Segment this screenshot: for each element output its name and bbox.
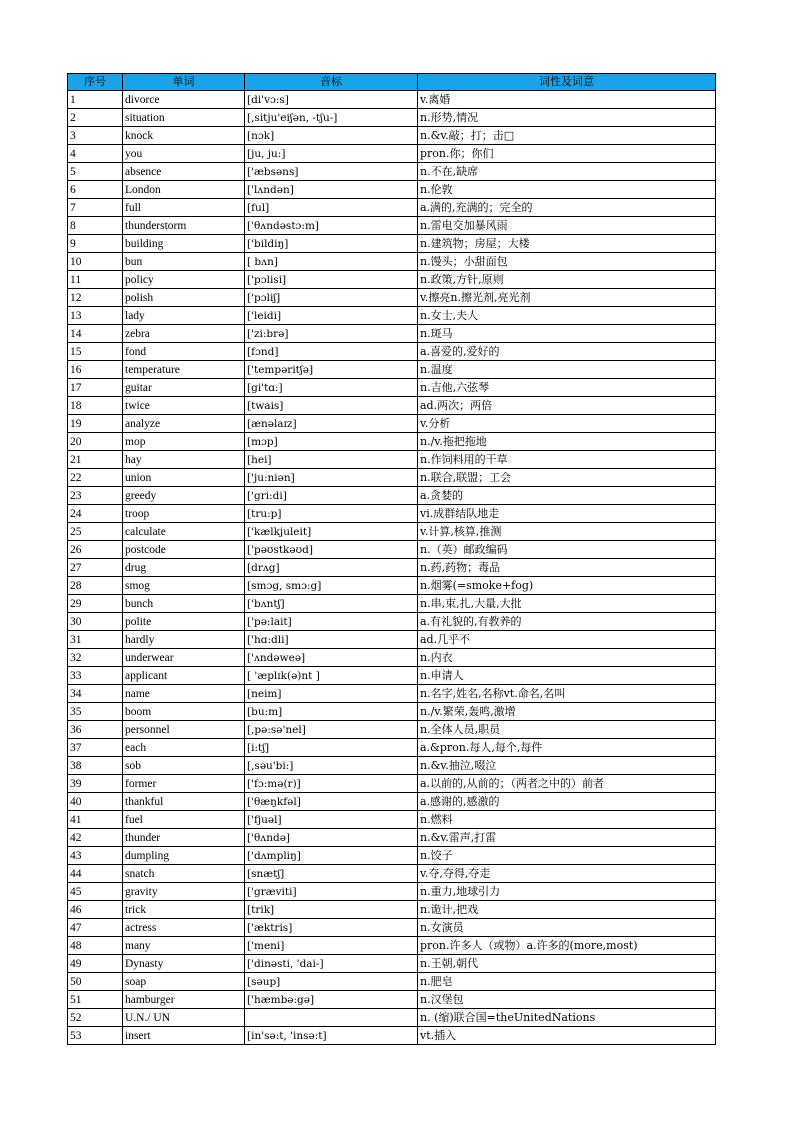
number-cell: 14 bbox=[68, 325, 123, 343]
table-row bbox=[68, 937, 716, 955]
number-cell: 19 bbox=[68, 415, 123, 433]
word-cell: thunder bbox=[123, 829, 245, 847]
phonetic-cell: [ænəlaɪz] bbox=[245, 415, 418, 433]
word-cell: fuel bbox=[123, 811, 245, 829]
word-cell: bunch bbox=[123, 595, 245, 613]
phonetic-cell: ['zi:brə] bbox=[245, 325, 418, 343]
number-cell: 4 bbox=[68, 145, 123, 163]
phonetic-cell: [in'sə:t, 'insə:t] bbox=[245, 1027, 418, 1045]
phonetic-cell: [drʌg] bbox=[245, 559, 418, 577]
table-row bbox=[68, 973, 716, 991]
word-cell: situation bbox=[123, 109, 245, 127]
word-cell: name bbox=[123, 685, 245, 703]
definition-cell: n.诡计,把戏 bbox=[418, 901, 716, 919]
table-row bbox=[68, 793, 716, 811]
phonetic-cell: [twais] bbox=[245, 397, 418, 415]
table-row bbox=[68, 199, 716, 217]
word-cell: London bbox=[123, 181, 245, 199]
number-cell: 51 bbox=[68, 991, 123, 1009]
table-row bbox=[68, 325, 716, 343]
definition-cell: n.名字,姓名,名称vt.命名,名叫 bbox=[418, 685, 716, 703]
word-cell: U.N./ UN bbox=[123, 1009, 245, 1027]
word-cell: Dynasty bbox=[123, 955, 245, 973]
word-cell: insert bbox=[123, 1027, 245, 1045]
number-cell: 46 bbox=[68, 901, 123, 919]
definition-cell: n.全体人员,职员 bbox=[418, 721, 716, 739]
phonetic-cell: [bu:m] bbox=[245, 703, 418, 721]
number-cell: 16 bbox=[68, 361, 123, 379]
definition-cell: n.王朝,朝代 bbox=[418, 955, 716, 973]
word-cell: underwear bbox=[123, 649, 245, 667]
word-cell: snatch bbox=[123, 865, 245, 883]
word-cell: polite bbox=[123, 613, 245, 631]
definition-cell: n.汉堡包 bbox=[418, 991, 716, 1009]
table-row bbox=[68, 181, 716, 199]
table-row bbox=[68, 685, 716, 703]
phonetic-cell: ['hɑ:dli] bbox=[245, 631, 418, 649]
table-header bbox=[68, 74, 716, 91]
table-row bbox=[68, 487, 716, 505]
table-row bbox=[68, 109, 716, 127]
number-cell: 12 bbox=[68, 289, 123, 307]
table-row bbox=[68, 91, 716, 109]
number-cell: 1 bbox=[68, 91, 123, 109]
word-cell: dumpling bbox=[123, 847, 245, 865]
table-row bbox=[68, 145, 716, 163]
table-row bbox=[68, 217, 716, 235]
word-cell: bun bbox=[123, 253, 245, 271]
phonetic-cell: [mɔp] bbox=[245, 433, 418, 451]
phonetic-cell: ['hæmbə:gə] bbox=[245, 991, 418, 1009]
definition-cell: ad.两次；两倍 bbox=[418, 397, 716, 415]
number-cell: 26 bbox=[68, 541, 123, 559]
number-cell: 9 bbox=[68, 235, 123, 253]
phonetic-cell: ['gri:di] bbox=[245, 487, 418, 505]
definition-cell: n.联合,联盟；工会 bbox=[418, 469, 716, 487]
definition-cell: n.饺子 bbox=[418, 847, 716, 865]
definition-cell: pron.许多人（或物）a.许多的(more,most) bbox=[418, 937, 716, 955]
definition-cell: n.馒头；小甜面包 bbox=[418, 253, 716, 271]
table-row bbox=[68, 631, 716, 649]
phonetic-cell: ['pəʊstkəʊd] bbox=[245, 541, 418, 559]
phonetic-cell: ['kælkjuleit] bbox=[245, 523, 418, 541]
definition-cell: v.夺,夺得,夺走 bbox=[418, 865, 716, 883]
table-row bbox=[68, 559, 716, 577]
definition-cell: n.不在,缺席 bbox=[418, 163, 716, 181]
definition-cell: n.烟雾(=smoke+fog) bbox=[418, 577, 716, 595]
phonetic-cell: [trik] bbox=[245, 901, 418, 919]
number-cell: 13 bbox=[68, 307, 123, 325]
phonetic-cell: ['θæŋkfəl] bbox=[245, 793, 418, 811]
definition-cell: n.申请人 bbox=[418, 667, 716, 685]
phonetic-cell: ['meni] bbox=[245, 937, 418, 955]
number-cell: 41 bbox=[68, 811, 123, 829]
word-cell: sob bbox=[123, 757, 245, 775]
table-row bbox=[68, 757, 716, 775]
word-cell: policy bbox=[123, 271, 245, 289]
table-row bbox=[68, 523, 716, 541]
word-cell: divorce bbox=[123, 91, 245, 109]
phonetic-cell: [,sitju'eiʃən, -tʃu-] bbox=[245, 109, 418, 127]
phonetic-cell: [smɔg, smɔ:g] bbox=[245, 577, 418, 595]
number-cell: 3 bbox=[68, 127, 123, 145]
number-cell: 15 bbox=[68, 343, 123, 361]
table-row bbox=[68, 847, 716, 865]
word-cell: analyze bbox=[123, 415, 245, 433]
table-row bbox=[68, 991, 716, 1009]
definition-cell: n.&v.抽泣,啜泣 bbox=[418, 757, 716, 775]
phonetic-cell: ['bʌntʃ] bbox=[245, 595, 418, 613]
table-row bbox=[68, 451, 716, 469]
word-cell: many bbox=[123, 937, 245, 955]
vocabulary-table bbox=[67, 73, 716, 1045]
phonetic-cell: ['lʌndən] bbox=[245, 181, 418, 199]
word-cell: soap bbox=[123, 973, 245, 991]
table-row bbox=[68, 433, 716, 451]
definition-cell: n.（英）邮政编码 bbox=[418, 541, 716, 559]
phonetic-cell: ['dinəsti, 'dai-] bbox=[245, 955, 418, 973]
table-row bbox=[68, 127, 716, 145]
phonetic-cell bbox=[245, 1009, 418, 1027]
definition-cell: a.感谢的,感激的 bbox=[418, 793, 716, 811]
phonetic-cell: ['θʌndəstɔ:m] bbox=[245, 217, 418, 235]
header-word: 单词 bbox=[123, 74, 245, 91]
phonetic-cell: [snætʃ] bbox=[245, 865, 418, 883]
definition-cell: a.喜爱的,爱好的 bbox=[418, 343, 716, 361]
definition-cell: a.&pron.每人,每个,每件 bbox=[418, 739, 716, 757]
definition-cell: n.斑马 bbox=[418, 325, 716, 343]
number-cell: 37 bbox=[68, 739, 123, 757]
table-row bbox=[68, 253, 716, 271]
number-cell: 43 bbox=[68, 847, 123, 865]
table-row bbox=[68, 829, 716, 847]
definition-cell: v.计算,核算,推测 bbox=[418, 523, 716, 541]
table-row bbox=[68, 379, 716, 397]
word-cell: drug bbox=[123, 559, 245, 577]
number-cell: 7 bbox=[68, 199, 123, 217]
number-cell: 29 bbox=[68, 595, 123, 613]
number-cell: 17 bbox=[68, 379, 123, 397]
word-cell: twice bbox=[123, 397, 245, 415]
definition-cell: n.肥皂 bbox=[418, 973, 716, 991]
header-number: 序号 bbox=[68, 74, 123, 91]
table-row bbox=[68, 865, 716, 883]
number-cell: 40 bbox=[68, 793, 123, 811]
number-cell: 21 bbox=[68, 451, 123, 469]
word-cell: personnel bbox=[123, 721, 245, 739]
phonetic-cell: ['fɔ:mə(r)] bbox=[245, 775, 418, 793]
phonetic-cell: ['ʌndəweə] bbox=[245, 649, 418, 667]
definition-cell: n.吉他,六弦琴 bbox=[418, 379, 716, 397]
number-cell: 35 bbox=[68, 703, 123, 721]
word-cell: boom bbox=[123, 703, 245, 721]
word-cell: knock bbox=[123, 127, 245, 145]
word-cell: fond bbox=[123, 343, 245, 361]
table-row bbox=[68, 613, 716, 631]
word-cell: actress bbox=[123, 919, 245, 937]
header-row bbox=[68, 74, 716, 91]
number-cell: 31 bbox=[68, 631, 123, 649]
table-row bbox=[68, 919, 716, 937]
table-row bbox=[68, 649, 716, 667]
number-cell: 34 bbox=[68, 685, 123, 703]
phonetic-cell: [ bʌn] bbox=[245, 253, 418, 271]
phonetic-cell: [səup] bbox=[245, 973, 418, 991]
number-cell: 23 bbox=[68, 487, 123, 505]
phonetic-cell: ['dʌmpliŋ] bbox=[245, 847, 418, 865]
definition-cell: n.&v.敲；打；击□ bbox=[418, 127, 716, 145]
definition-cell: vi.成群结队地走 bbox=[418, 505, 716, 523]
number-cell: 20 bbox=[68, 433, 123, 451]
definition-cell: ad.几乎不 bbox=[418, 631, 716, 649]
phonetic-cell: ['pɔliʃ] bbox=[245, 289, 418, 307]
table-row bbox=[68, 235, 716, 253]
word-cell: you bbox=[123, 145, 245, 163]
phonetic-cell: ['pɔlisi] bbox=[245, 271, 418, 289]
word-cell: greedy bbox=[123, 487, 245, 505]
number-cell: 33 bbox=[68, 667, 123, 685]
phonetic-cell: [tru:p] bbox=[245, 505, 418, 523]
phonetic-cell: [gi'tɑ:] bbox=[245, 379, 418, 397]
table-row bbox=[68, 955, 716, 973]
definition-cell: pron.你；你们 bbox=[418, 145, 716, 163]
definition-cell: n./v.繁荣,轰鸣,激增 bbox=[418, 703, 716, 721]
definition-cell: v.擦亮n.擦光剂,亮光剂 bbox=[418, 289, 716, 307]
number-cell: 25 bbox=[68, 523, 123, 541]
word-cell: hamburger bbox=[123, 991, 245, 1009]
word-cell: postcode bbox=[123, 541, 245, 559]
definition-cell: n.串,束,扎,大量,大批 bbox=[418, 595, 716, 613]
definition-cell: n.雷电交加暴风雨 bbox=[418, 217, 716, 235]
definition-cell: v.离婚 bbox=[418, 91, 716, 109]
header-definition: 词性及词意 bbox=[418, 74, 716, 91]
table-row bbox=[68, 595, 716, 613]
phonetic-cell: [i:tʃ] bbox=[245, 739, 418, 757]
number-cell: 39 bbox=[68, 775, 123, 793]
word-cell: hardly bbox=[123, 631, 245, 649]
definition-cell: n.作饲料用的干草 bbox=[418, 451, 716, 469]
table-row bbox=[68, 577, 716, 595]
phonetic-cell: ['bildiŋ] bbox=[245, 235, 418, 253]
word-cell: gravity bbox=[123, 883, 245, 901]
table-row bbox=[68, 361, 716, 379]
phonetic-cell: ['æktris] bbox=[245, 919, 418, 937]
phonetic-cell: [ 'æplɪk(ə)nt ] bbox=[245, 667, 418, 685]
table-row bbox=[68, 343, 716, 361]
definition-cell: n.政策,方针,原则 bbox=[418, 271, 716, 289]
number-cell: 45 bbox=[68, 883, 123, 901]
word-cell: building bbox=[123, 235, 245, 253]
phonetic-cell: ['æbsəns] bbox=[245, 163, 418, 181]
number-cell: 53 bbox=[68, 1027, 123, 1045]
word-cell: mop bbox=[123, 433, 245, 451]
table-row bbox=[68, 721, 716, 739]
table-row bbox=[68, 469, 716, 487]
phonetic-cell: [,pə:sə'nel] bbox=[245, 721, 418, 739]
phonetic-cell: [ful] bbox=[245, 199, 418, 217]
phonetic-cell: [fɔnd] bbox=[245, 343, 418, 361]
table-row bbox=[68, 1009, 716, 1027]
phonetic-cell: ['leidi] bbox=[245, 307, 418, 325]
definition-cell: n.女士,夫人 bbox=[418, 307, 716, 325]
number-cell: 32 bbox=[68, 649, 123, 667]
word-cell: smog bbox=[123, 577, 245, 595]
definition-cell: n.&v.雷声,打雷 bbox=[418, 829, 716, 847]
number-cell: 10 bbox=[68, 253, 123, 271]
number-cell: 42 bbox=[68, 829, 123, 847]
definition-cell: n.药,药物；毒品 bbox=[418, 559, 716, 577]
table-row bbox=[68, 811, 716, 829]
definition-cell: n.建筑物；房屋；大楼 bbox=[418, 235, 716, 253]
definition-cell: a.贪婪的 bbox=[418, 487, 716, 505]
word-cell: hay bbox=[123, 451, 245, 469]
definition-cell: a.满的,充满的；完全的 bbox=[418, 199, 716, 217]
phonetic-cell: [,səu'bi:] bbox=[245, 757, 418, 775]
number-cell: 36 bbox=[68, 721, 123, 739]
number-cell: 18 bbox=[68, 397, 123, 415]
phonetic-cell: [ju, ju:] bbox=[245, 145, 418, 163]
word-cell: applicant bbox=[123, 667, 245, 685]
definition-cell: n.女演员 bbox=[418, 919, 716, 937]
word-cell: trick bbox=[123, 901, 245, 919]
table-row bbox=[68, 667, 716, 685]
table-body bbox=[68, 91, 716, 1045]
number-cell: 28 bbox=[68, 577, 123, 595]
word-cell: calculate bbox=[123, 523, 245, 541]
number-cell: 38 bbox=[68, 757, 123, 775]
table-row bbox=[68, 901, 716, 919]
definition-cell: n./v.拖把拖地 bbox=[418, 433, 716, 451]
word-cell: zebra bbox=[123, 325, 245, 343]
table-row bbox=[68, 541, 716, 559]
number-cell: 52 bbox=[68, 1009, 123, 1027]
phonetic-cell: [nɔk] bbox=[245, 127, 418, 145]
definition-cell: n.燃料 bbox=[418, 811, 716, 829]
number-cell: 24 bbox=[68, 505, 123, 523]
word-cell: absence bbox=[123, 163, 245, 181]
definition-cell: n.形势,情况 bbox=[418, 109, 716, 127]
word-cell: thunderstorm bbox=[123, 217, 245, 235]
definition-cell: v.分析 bbox=[418, 415, 716, 433]
table-row bbox=[68, 703, 716, 721]
word-cell: polish bbox=[123, 289, 245, 307]
definition-cell: vt.插入 bbox=[418, 1027, 716, 1045]
number-cell: 8 bbox=[68, 217, 123, 235]
definition-cell: n.伦敦 bbox=[418, 181, 716, 199]
table-row bbox=[68, 775, 716, 793]
number-cell: 47 bbox=[68, 919, 123, 937]
table-row bbox=[68, 289, 716, 307]
number-cell: 30 bbox=[68, 613, 123, 631]
phonetic-cell: ['fjuəl] bbox=[245, 811, 418, 829]
table-row bbox=[68, 397, 716, 415]
definition-cell: a.以前的,从前的；（两者之中的）前者 bbox=[418, 775, 716, 793]
table-row bbox=[68, 163, 716, 181]
definition-cell: n.温度 bbox=[418, 361, 716, 379]
number-cell: 5 bbox=[68, 163, 123, 181]
table-row bbox=[68, 271, 716, 289]
word-cell: troop bbox=[123, 505, 245, 523]
word-cell: lady bbox=[123, 307, 245, 325]
table-row bbox=[68, 883, 716, 901]
word-cell: guitar bbox=[123, 379, 245, 397]
definition-cell: n.内衣 bbox=[418, 649, 716, 667]
definition-cell: n.重力,地球引力 bbox=[418, 883, 716, 901]
number-cell: 11 bbox=[68, 271, 123, 289]
header-phonetic: 音标 bbox=[245, 74, 418, 91]
phonetic-cell: [di'vɔ:s] bbox=[245, 91, 418, 109]
number-cell: 22 bbox=[68, 469, 123, 487]
table-row bbox=[68, 739, 716, 757]
phonetic-cell: ['ju:niən] bbox=[245, 469, 418, 487]
word-cell: former bbox=[123, 775, 245, 793]
phonetic-cell: ['græviti] bbox=[245, 883, 418, 901]
definition-cell: a.有礼貌的,有教养的 bbox=[418, 613, 716, 631]
number-cell: 49 bbox=[68, 955, 123, 973]
number-cell: 48 bbox=[68, 937, 123, 955]
number-cell: 44 bbox=[68, 865, 123, 883]
phonetic-cell: ['θʌndə] bbox=[245, 829, 418, 847]
word-cell: union bbox=[123, 469, 245, 487]
number-cell: 27 bbox=[68, 559, 123, 577]
number-cell: 6 bbox=[68, 181, 123, 199]
word-cell: temperature bbox=[123, 361, 245, 379]
definition-cell: n. (缩)联合国=theUnitedNations bbox=[418, 1009, 716, 1027]
word-cell: thankful bbox=[123, 793, 245, 811]
phonetic-cell: [neim] bbox=[245, 685, 418, 703]
table-row bbox=[68, 415, 716, 433]
phonetic-cell: ['pə:lait] bbox=[245, 613, 418, 631]
phonetic-cell: ['tempəritʃə] bbox=[245, 361, 418, 379]
table-row bbox=[68, 307, 716, 325]
word-cell: full bbox=[123, 199, 245, 217]
table-row bbox=[68, 1027, 716, 1045]
number-cell: 2 bbox=[68, 109, 123, 127]
phonetic-cell: [hei] bbox=[245, 451, 418, 469]
word-cell: each bbox=[123, 739, 245, 757]
table-row bbox=[68, 505, 716, 523]
number-cell: 50 bbox=[68, 973, 123, 991]
